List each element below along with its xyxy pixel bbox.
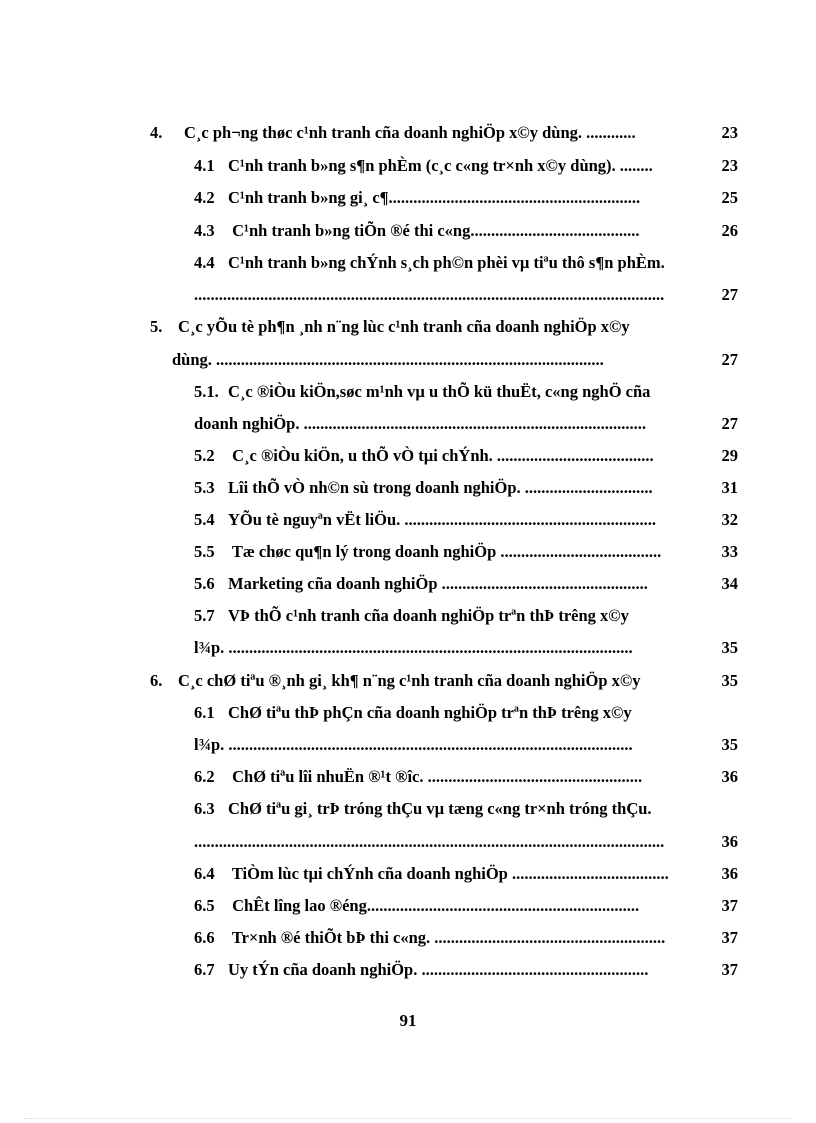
toc-number: 5. xyxy=(150,317,163,336)
toc-entry-6-7[interactable] xyxy=(194,959,738,981)
toc-page-number: 36 xyxy=(721,832,738,851)
toc-page-number: 31 xyxy=(721,478,738,497)
toc-title: Tæ chøc qu¶n lý trong doanh nghiÖp ....................................... xyxy=(228,542,662,561)
toc-page-number: 34 xyxy=(721,574,738,593)
toc-entry-4-3[interactable] xyxy=(194,220,738,242)
toc-entry-4-2[interactable] xyxy=(194,187,738,209)
page-bottom-divider xyxy=(24,1118,792,1119)
toc-title-continuation: dùng. .............................................................................................. xyxy=(172,350,604,369)
toc-number: 5.1. xyxy=(194,382,219,401)
toc-page-number: 37 xyxy=(721,928,738,947)
toc-entry-5-7-continuation[interactable] xyxy=(194,637,738,659)
toc-entry-6[interactable] xyxy=(150,670,738,692)
toc-number: 5.3 xyxy=(194,478,215,497)
toc-title: Tr×nh ®é thiÕt bÞ thi c«ng. ........................................................ xyxy=(228,928,666,947)
toc-page-number: 36 xyxy=(721,864,738,883)
toc-number: 6.4 xyxy=(194,864,215,883)
toc-entry-6-5[interactable] xyxy=(194,895,738,917)
toc-title: C¸c ph¬ng thøc c¹nh tranh cña doanh nghiÖp x©y dùng. ............ xyxy=(184,123,636,142)
toc-title: TiÒm lùc tµi chÝnh cña doanh nghiÖp ...................................... xyxy=(228,864,669,883)
toc-title: Marketing cña doanh nghiÖp .................................................. xyxy=(228,574,648,593)
toc-entry-4-4[interactable] xyxy=(194,252,738,274)
toc-page-number: 35 xyxy=(721,638,738,657)
toc-number: 5.5 xyxy=(194,542,215,561)
toc-number: 4.4 xyxy=(194,253,215,272)
toc-leader: .................................................................................................................. xyxy=(194,285,665,304)
toc-title: C¹nh tranh b»ng tiÕn ®é thi c«ng......................................... xyxy=(228,221,640,240)
toc-title-continuation: l¾p. .................................................................................................. xyxy=(194,638,633,657)
toc-entry-5-5[interactable] xyxy=(194,541,738,563)
toc-entry-5-2[interactable] xyxy=(194,445,738,467)
toc-page-number: 27 xyxy=(721,285,738,304)
toc-page-number: 36 xyxy=(721,767,738,786)
toc-page-number: 37 xyxy=(721,960,738,979)
toc-number: 5.6 xyxy=(194,574,215,593)
toc-page-number: 26 xyxy=(721,221,738,240)
toc-page-number: 27 xyxy=(721,350,738,369)
toc-entry-5-6[interactable] xyxy=(194,573,738,595)
toc-page-number: 23 xyxy=(721,156,738,175)
toc-title: C¸c ®iÒu kiÖn,søc m¹nh vµ u thÕ kü thuËt, c«ng nghÖ cña xyxy=(228,382,651,401)
toc-entry-5-continuation[interactable] xyxy=(172,349,738,371)
toc-entry-5[interactable] xyxy=(150,316,738,338)
toc-number: 5.7 xyxy=(194,606,215,625)
toc-number: 5.2 xyxy=(194,446,215,465)
toc-title: C¸c yÕu tè ph¶n ¸nh n¨ng lùc c¹nh tranh cña doanh nghiÖp x©y xyxy=(178,317,630,336)
toc-entry-6-3[interactable] xyxy=(194,798,738,820)
toc-page-number: 25 xyxy=(721,188,738,207)
toc-entry-6-6[interactable] xyxy=(194,927,738,949)
toc-number: 6.2 xyxy=(194,767,215,786)
toc-entry-4-1[interactable] xyxy=(194,155,738,177)
toc-entry-5-4[interactable] xyxy=(194,509,738,531)
toc-number: 4. xyxy=(150,123,163,142)
toc-entry-6-1[interactable] xyxy=(194,702,738,724)
toc-entry-5-3[interactable] xyxy=(194,477,738,499)
toc-entry-6-2[interactable] xyxy=(194,766,738,788)
toc-title: Uy tÝn cña doanh nghiÖp. ....................................................... xyxy=(228,960,649,979)
toc-title: C¹nh tranh b»ng chÝnh s¸ch ph©n phèi vµ tiªu thô s¶n phÈm. xyxy=(228,253,665,272)
toc-page-number: 35 xyxy=(721,735,738,754)
toc-leader: .................................................................................................................. xyxy=(194,832,665,851)
toc-page-number: 35 xyxy=(721,671,738,690)
toc-title: C¸c ®iÒu kiÖn, u thÕ vÒ tµi chÝnh. ...................................... xyxy=(228,446,654,465)
toc-page-number: 37 xyxy=(721,896,738,915)
toc-page-number: 23 xyxy=(721,123,738,142)
toc-number: 6.5 xyxy=(194,896,215,915)
toc-number: 4.1 xyxy=(194,156,215,175)
toc-page-number: 27 xyxy=(721,414,738,433)
toc-number: 4.3 xyxy=(194,221,215,240)
toc-title: ChØ tiªu gi¸ trÞ tróng thÇu vµ tæng c«ng tr×nh tróng thÇu. xyxy=(228,799,652,818)
toc-number: 6. xyxy=(150,671,163,690)
toc-title: VÞ thÕ c¹nh tranh cña doanh nghiÖp trªn thÞ trêng x©y xyxy=(228,606,629,625)
toc-title: ChÊt lîng lao ®éng.................................................................. xyxy=(228,896,640,915)
toc-page-number: 32 xyxy=(721,510,738,529)
toc-number: 5.4 xyxy=(194,510,215,529)
toc-title: C¹nh tranh b»ng gi¸ c¶............................................................. xyxy=(228,188,641,207)
toc-entry-6-1-continuation[interactable] xyxy=(194,734,738,756)
toc-title: YÕu tè nguyªn vËt liÖu. ............................................................. xyxy=(228,510,657,529)
toc-entry-6-3-continuation[interactable] xyxy=(194,831,738,853)
toc-number: 6.7 xyxy=(194,960,215,979)
toc-number: 6.3 xyxy=(194,799,215,818)
toc-number: 4.2 xyxy=(194,188,215,207)
toc-entry-5-1[interactable] xyxy=(194,381,738,403)
toc-title-continuation: doanh nghiÖp. ................................................................................... xyxy=(194,414,646,433)
toc-page-number: 29 xyxy=(721,446,738,465)
toc-entry-4[interactable] xyxy=(150,122,738,144)
toc-title-continuation: l¾p. .................................................................................................. xyxy=(194,735,633,754)
toc-number: 6.6 xyxy=(194,928,215,947)
toc-title: ChØ tiªu lîi nhuËn ®¹t ®îc. .................................................... xyxy=(228,767,643,786)
toc-entry-5-1-continuation[interactable] xyxy=(194,413,738,435)
toc-entry-6-4[interactable] xyxy=(194,863,738,885)
toc-entry-4-4-continuation[interactable] xyxy=(194,284,738,306)
toc-number: 6.1 xyxy=(194,703,215,722)
toc-title: C¸c chØ tiªu ®¸nh gi¸ kh¶ n¨ng c¹nh tranh cña doanh nghiÖp x©y xyxy=(178,671,641,690)
page-number: 91 xyxy=(399,1011,417,1030)
toc-entry-5-7[interactable] xyxy=(194,605,738,627)
toc-page-number: 33 xyxy=(721,542,738,561)
toc-title: Lîi thÕ vÒ nh©n sù trong doanh nghiÖp. ............................... xyxy=(228,478,653,497)
toc-title: ChØ tiªu thÞ phÇn cña doanh nghiÖp trªn thÞ trêng x©y xyxy=(228,703,632,722)
toc-title: C¹nh tranh b»ng s¶n phÈm (c¸c c«ng tr×nh x©y dùng). ........ xyxy=(228,156,653,175)
